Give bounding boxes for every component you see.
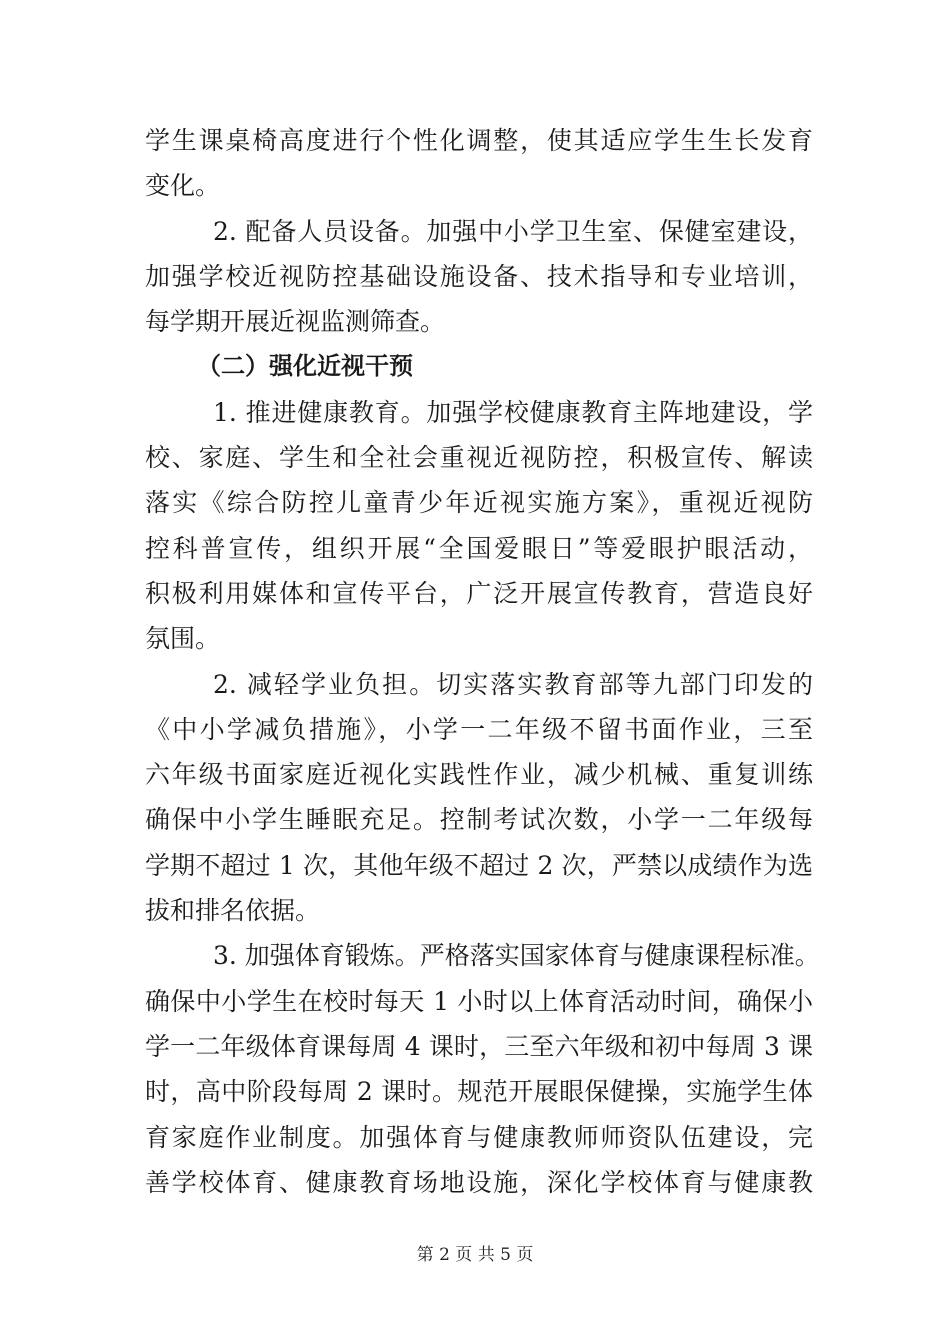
paragraph-start: 1. 推进健康教育。加强学校健康教育主阵地建设，学: [213, 397, 813, 427]
text-line: 校、家庭、学生和全社会重视近视防控，积极宣传、解读: [145, 443, 813, 473]
text-line: 善学校体育、健康教育场地设施，深化学校体育与健康教: [145, 1167, 813, 1197]
text-line: 学期不超过 1 次，其他年级不超过 2 次，严禁以成绩作为选: [145, 850, 813, 880]
paragraph-start: 2. 减轻学业负担。切实落实教育部等九部门印发的: [213, 669, 813, 699]
text-line: 控科普宣传，组织开展“全国爱眼日”等爱眼护眼活动，: [145, 533, 813, 563]
text-line: 学生课桌椅高度进行个性化调整，使其适应学生生长发育: [145, 126, 813, 155]
text-line: 六年级书面家庭近视化实践性作业，减少机械、重复训练: [145, 760, 813, 790]
section-heading: （二）强化近视干预: [197, 352, 413, 381]
text-line: 每学期开展近视监测筛查。: [145, 307, 446, 337]
document-body: [145, 118, 820, 1205]
page-number-footer: 第 2 页 共 5 页: [416, 1245, 534, 1265]
text-line: 加强学校近视防控基础设施设备、技术指导和专业培训，: [145, 261, 813, 291]
paragraph-start: 3. 加强体育锻炼。严格落实国家体育与健康课程标准。: [213, 941, 820, 971]
text-line: 拔和排名依据。: [145, 896, 321, 926]
text-line: 育家庭作业制度。加强体育与健康教师师资队伍建设，完: [145, 1122, 813, 1152]
text-line: 时，高中阶段每周 2 课时。规范开展眼保健操，实施学生体: [145, 1077, 813, 1107]
text-line: 确保中小学生睡眠充足。控制考试次数，小学一二年级每: [145, 805, 813, 835]
text-line: 《中小学减负措施》，小学一二年级不留书面作业，三至: [145, 714, 813, 744]
text-line: 学一二年级体育课每周 4 课时，三至六年级和初中每周 3 课: [145, 1031, 813, 1061]
text-line: 积极利用媒体和宣传平台，广泛开展宣传教育，营造良好: [145, 578, 813, 608]
text-line: 落实《综合防控儿童青少年近视实施方案》，重视近视防: [145, 488, 813, 518]
paragraph-start: 2. 配备人员设备。加强中小学卫生室、保健室建设，: [213, 216, 813, 246]
text-line: 变化。: [145, 171, 221, 201]
text-line: 确保中小学生在校时每天 1 小时以上体育活动时间，确保小: [145, 986, 813, 1016]
text-line: 氛围。: [145, 624, 221, 654]
